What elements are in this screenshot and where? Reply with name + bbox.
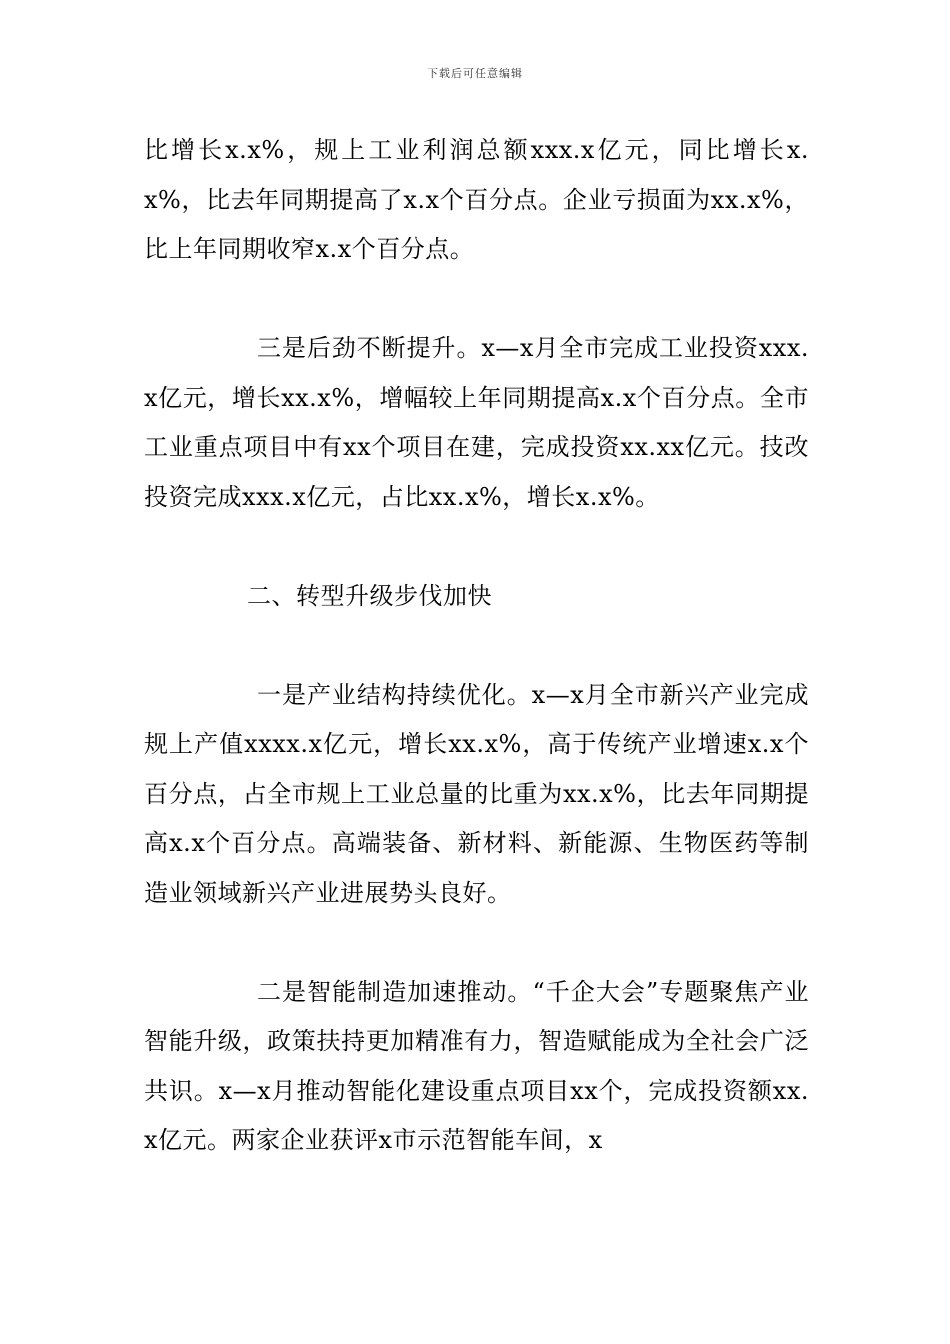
document-body: [144, 126, 809, 1166]
paragraph-industry-structure: 一是产业结构持续优化。x—x月全市新兴产业完成规上产值xxxx.x亿元，增长xx.x%，高于传统产业增速x.x个百分点，占全市规上工业总量的比重为xx.x%，比去年同期提高x.x个百分点。高端装备、新材料、新能源、生物医药等制造业领域新兴产业进展势头良好。: [144, 680, 809, 907]
section-heading: 二、转型升级步伐加快: [247, 581, 492, 610]
paragraph-investment: 三是后劲不断提升。x—x月全市完成工业投资xxx.x亿元，增长xx.x%，增幅较上年同期提高x.x个百分点。全市工业重点项目中有xx个项目在建，完成投资xx.xx亿元。技改投资完成xxx.x亿元，占比xx.x%，增长x.x%。: [144, 334, 809, 511]
paragraph-spacer: [144, 522, 809, 572]
paragraph-continuation: 比增长x.x%，规上工业利润总额xxx.x亿元，同比增长x.x%，比去年同期提高了x.x个百分点。企业亏损面为xx.x%，比上年同期收窄x.x个百分点。: [144, 136, 809, 263]
paragraph-spacer: [144, 918, 809, 968]
paragraph-smart-manufacturing: 二是智能制造加速推动。“千企大会”专题聚焦产业智能升级，政策扶持更加精准有力，智造赋能成为全社会广泛共识。x—x月推动智能化建设重点项目xx个，完成投资额xx.x亿元。两家企业获评x市示范智能车间，x: [144, 977, 809, 1154]
paragraph-spacer: [144, 621, 809, 671]
paragraph-spacer: [144, 275, 809, 325]
page-header-note: 下载后可任意编辑: [427, 67, 523, 80]
